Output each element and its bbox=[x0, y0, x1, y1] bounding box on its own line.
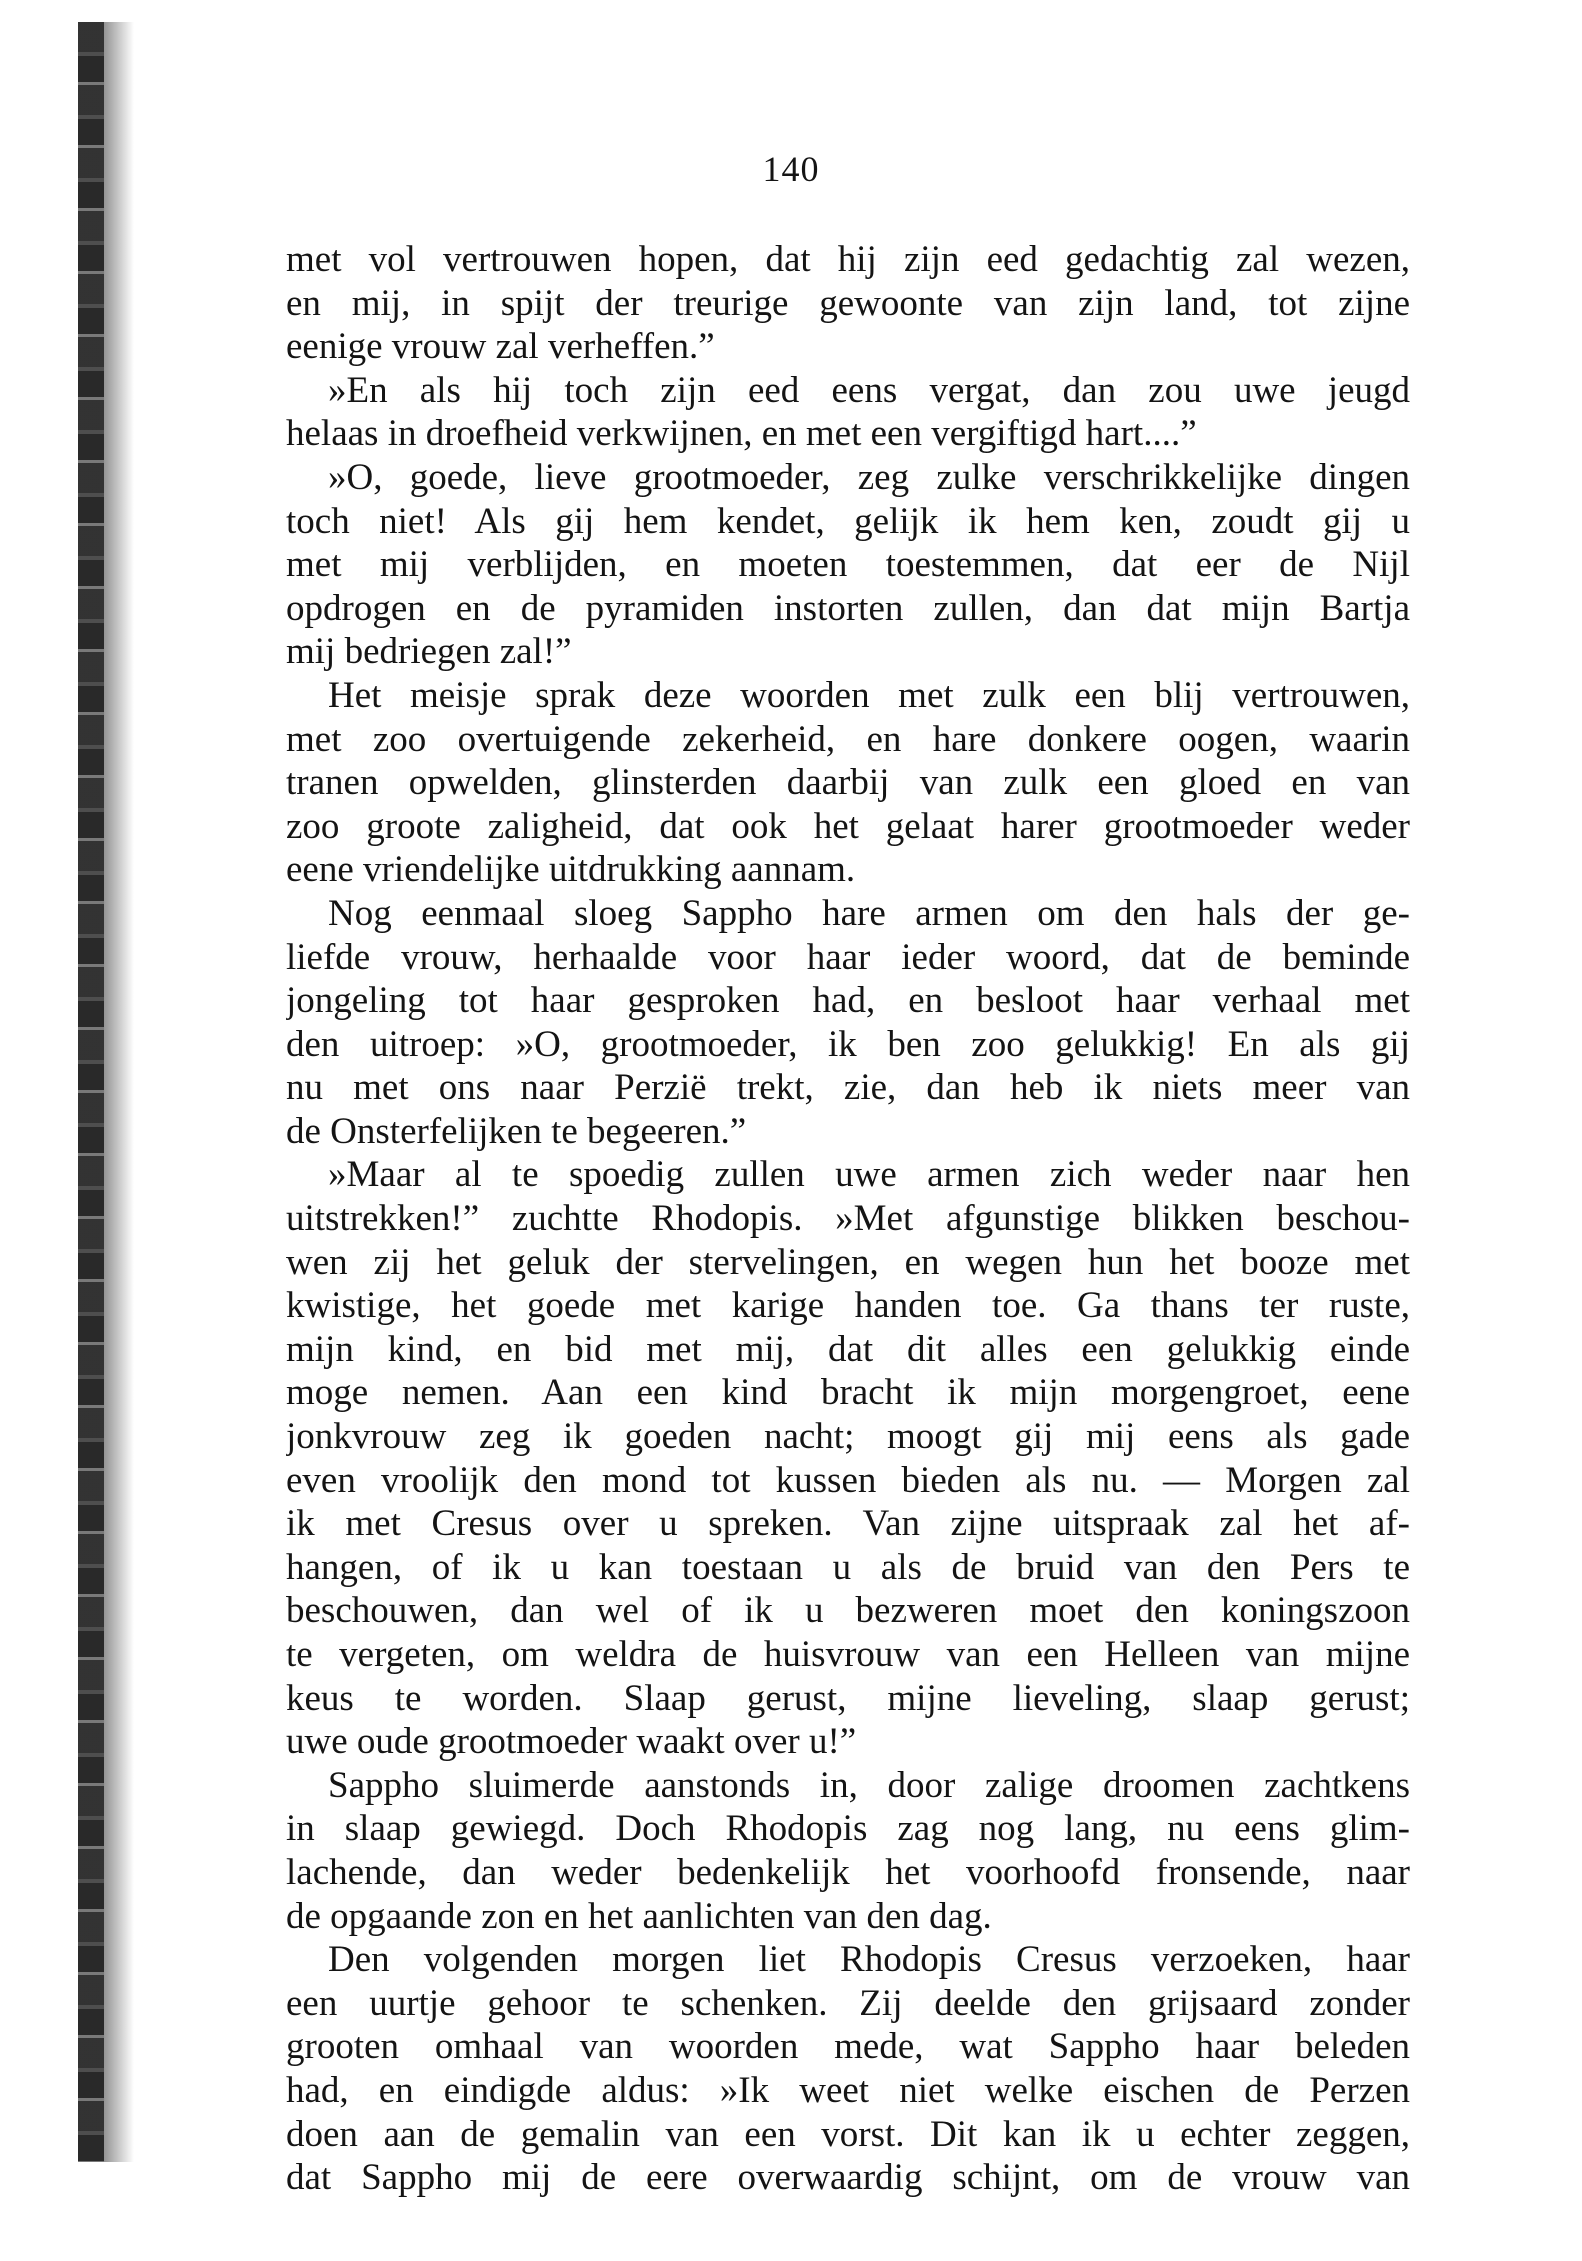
text-line: Nog eenmaal sloeg Sappho hare armen om den hals der ge- bbox=[328, 892, 1410, 934]
text-line: mij bedriegen zal!” bbox=[286, 631, 572, 673]
text-line: kwistige, het goede met karige handen toe. Ga thans ter ruste, bbox=[286, 1285, 1410, 1327]
text-line: Het meisje sprak deze woorden met zulk een blij vertrouwen, bbox=[328, 674, 1410, 716]
text-line: keus te worden. Slaap gerust, mijne lieveling, slaap gerust; bbox=[286, 1677, 1410, 1719]
text-line: tranen opwelden, glinsterden daarbij van zulk een gloed en van bbox=[286, 762, 1410, 804]
text-line: doen aan de gemalin van een vorst. Dit kan ik u echter zeggen, bbox=[286, 2113, 1410, 2155]
text-line: met mij verblijden, en moeten toestemmen, dat eer de Nijl bbox=[286, 544, 1410, 586]
body-text bbox=[286, 238, 1410, 2200]
text-line: moge nemen. Aan een kind bracht ik mijn morgengroet, eene bbox=[286, 1372, 1410, 1414]
text-line: helaas in droefheid verkwijnen, en met een vergiftigd hart....” bbox=[286, 413, 1197, 455]
text-line: nu met ons naar Perzië trekt, zie, dan heb ik niets meer van bbox=[286, 1067, 1410, 1109]
text-line: »O, goede, lieve grootmoeder, zeg zulke verschrikkelijke dingen bbox=[328, 456, 1410, 498]
text-line: grooten omhaal van woorden mede, wat Sappho haar beleden bbox=[286, 2026, 1410, 2068]
text-line: »En als hij toch zijn eed eens vergat, dan zou uwe jeugd bbox=[328, 369, 1410, 411]
text-line: mijn kind, en bid met mij, dat dit alles een gelukkig einde bbox=[286, 1328, 1410, 1370]
text-line: ik met Cresus over u spreken. Van zijne uitspraak zal het af- bbox=[286, 1503, 1410, 1545]
text-line: eene vriendelijke uitdrukking aannam. bbox=[286, 849, 856, 891]
text-line: de opgaande zon en het aanlichten van den dag. bbox=[286, 1895, 992, 1937]
text-line: de Onsterfelijken te begeeren.” bbox=[286, 1110, 747, 1152]
text-line: den uitroep: »O, grootmoeder, ik ben zoo gelukkig! En als gij bbox=[286, 1023, 1410, 1065]
text-line: een uurtje gehoor te schenken. Zij deelde den grijsaard zonder bbox=[286, 1982, 1410, 2024]
text-line: opdrogen en de pyramiden instorten zullen, dan dat mijn Bartja bbox=[286, 587, 1410, 629]
text-line: beschouwen, dan wel of ik u bezweren moet den koningszoon bbox=[286, 1590, 1410, 1632]
binding-shadow bbox=[104, 22, 134, 2162]
text-line: uitstrekken!” zuchtte Rhodopis. »Met afgunstige blikken beschou- bbox=[286, 1198, 1410, 1240]
text-line: uwe oude grootmoeder waakt over u!” bbox=[286, 1721, 857, 1763]
book-binding-edge bbox=[78, 22, 104, 2162]
text-line: wen zij het geluk der stervelingen, en wegen hun het booze met bbox=[286, 1241, 1410, 1283]
text-line: had, en eindigde aldus: »Ik weet niet welke eischen de Perzen bbox=[286, 2069, 1410, 2111]
text-line: liefde vrouw, herhaalde voor haar ieder woord, dat de beminde bbox=[286, 936, 1410, 978]
text-line: te vergeten, om weldra de huisvrouw van een Helleen van mijne bbox=[286, 1634, 1410, 1675]
text-line: dat Sappho mij de eere overwaardig schijnt, om de vrouw van bbox=[286, 2157, 1410, 2199]
text-line: zoo groote zaligheid, dat ook het gelaat harer grootmoeder weder bbox=[286, 805, 1410, 847]
text-line: jongeling tot haar gesproken had, en besloot haar verhaal met bbox=[286, 980, 1410, 1022]
text-line: met vol vertrouwen hopen, dat hij zijn eed gedachtig zal wezen, bbox=[286, 239, 1410, 280]
text-line: »Maar al te spoedig zullen uwe armen zich weder naar hen bbox=[328, 1154, 1410, 1196]
text-line: en mij, in spijt der treurige gewoonte van zijn land, tot zijne bbox=[286, 282, 1410, 324]
page-number: 140 bbox=[762, 149, 820, 189]
text-line: hangen, of ik u kan toestaan u als de bruid van den Pers te bbox=[286, 1546, 1410, 1588]
text-line: lachende, dan weder bedenkelijk het voorhoofd fronsende, naar bbox=[286, 1851, 1410, 1893]
text-line: met zoo overtuigende zekerheid, en hare donkere oogen, waarin bbox=[286, 718, 1410, 760]
text-line: in slaap gewiegd. Doch Rhodopis zag nog lang, nu eens glim- bbox=[286, 1808, 1410, 1850]
text-line: toch niet! Als gij hem kendet, gelijk ik hem ken, zoudt gij u bbox=[286, 500, 1410, 542]
text-line: eenige vrouw zal verheffen.” bbox=[286, 326, 715, 368]
text-line: even vroolijk den mond tot kussen bieden als nu. — Morgen zal bbox=[286, 1459, 1410, 1501]
text-line: Den volgenden morgen liet Rhodopis Cresus verzoeken, haar bbox=[328, 1939, 1410, 1981]
text-line: jonkvrouw zeg ik goeden nacht; moogt gij mij eens als gade bbox=[286, 1416, 1410, 1458]
text-line: Sappho sluimerde aanstonds in, door zalige droomen zachtkens bbox=[328, 1764, 1410, 1806]
